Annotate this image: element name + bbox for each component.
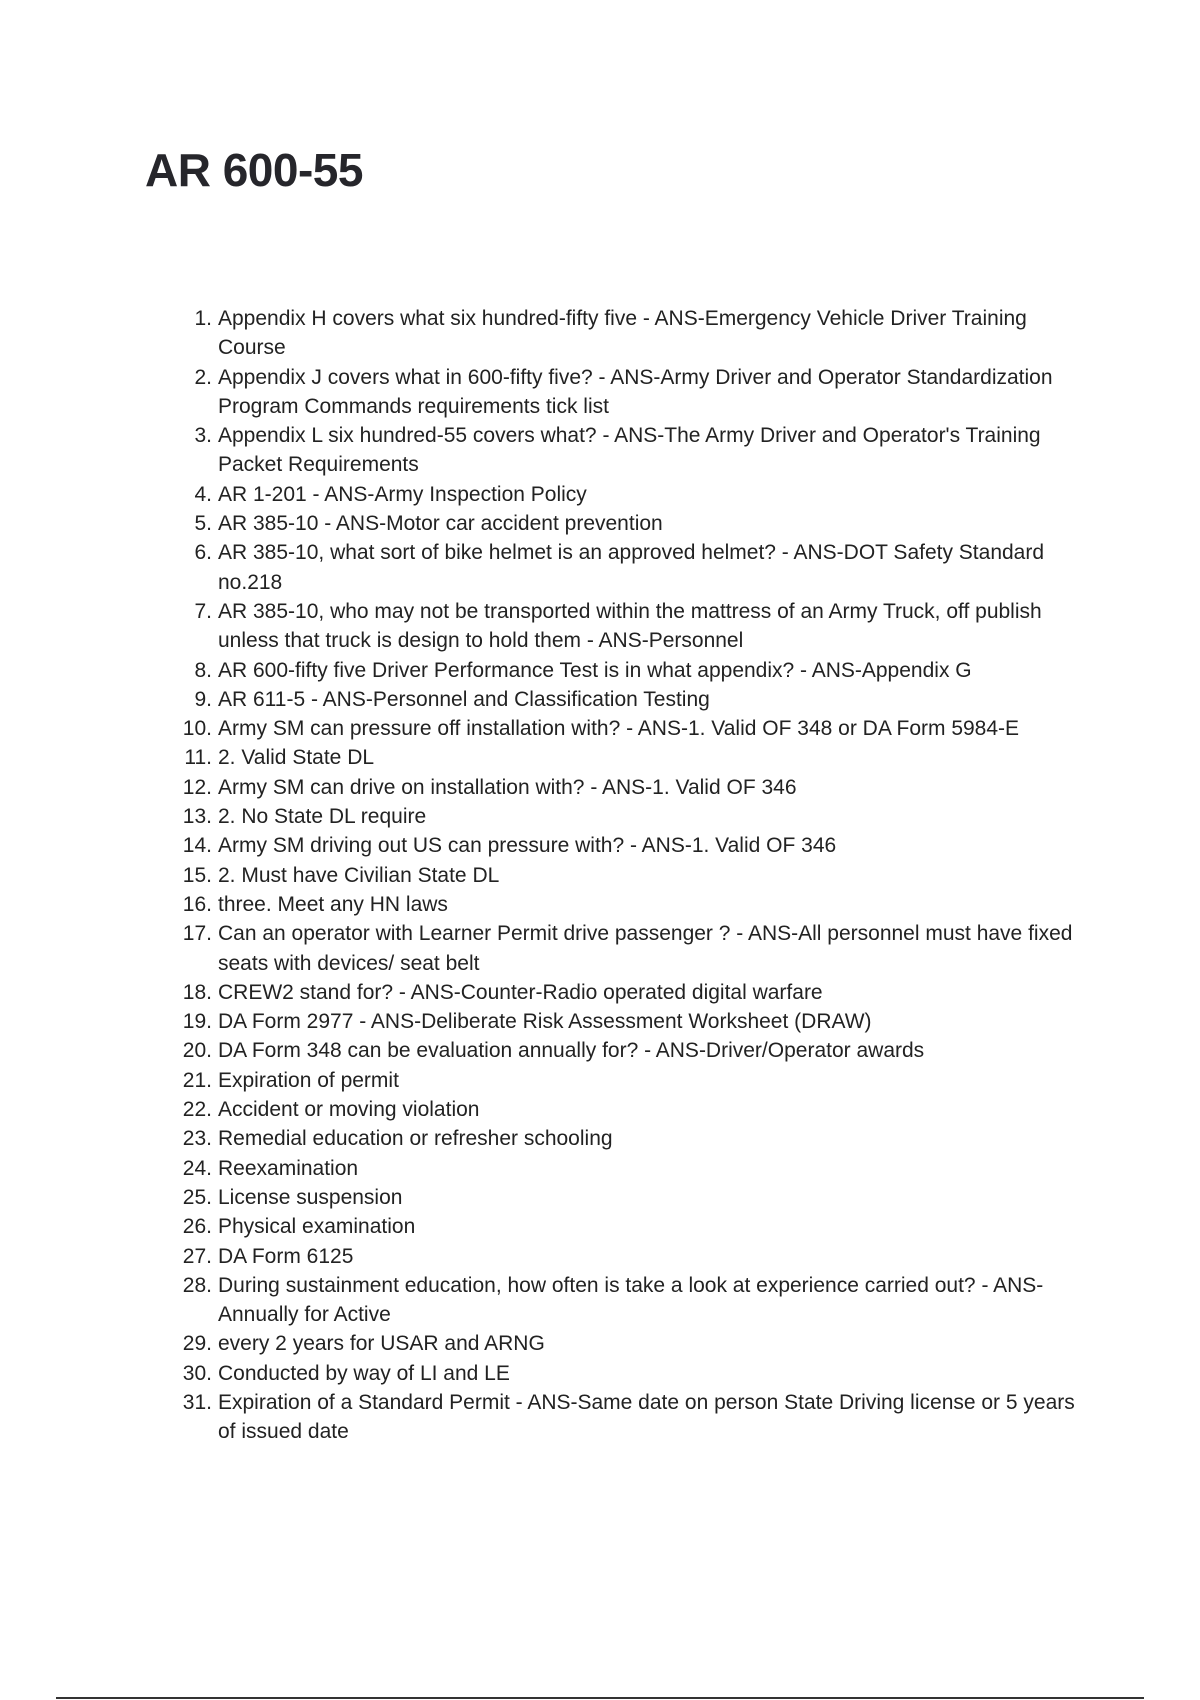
list-item bbox=[182, 978, 1098, 1007]
item-text: Army SM can drive on installation with? - ANS-1. Valid OF 346 bbox=[218, 775, 797, 799]
item-text: Army SM driving out US can pressure with? - ANS-1. Valid OF 346 bbox=[218, 834, 837, 858]
list-item bbox=[182, 1271, 1098, 1330]
item-text: DA Form 2977 - ANS-Deliberate Risk Assessment Worksheet (DRAW) bbox=[218, 1010, 872, 1034]
list-item bbox=[194, 597, 1098, 656]
item-number: 24. bbox=[182, 1156, 212, 1180]
item-number: 30. bbox=[182, 1361, 212, 1385]
item-number: 29. bbox=[182, 1332, 212, 1356]
item-number: 9. bbox=[194, 687, 212, 711]
list-item bbox=[182, 1388, 1098, 1447]
item-text: AR 1-201 - ANS-Army Inspection Policy bbox=[218, 482, 587, 506]
item-text: Reexamination bbox=[218, 1156, 359, 1180]
item-text: Appendix H covers what six hundred-fifty five - ANS-Emergency Vehicle Driver Training Course bbox=[218, 307, 1027, 360]
list-item bbox=[194, 304, 1098, 363]
item-text: AR 385-10, who may not be transported within the mattress of an Army Truck, off publish unless that truck is design to hold them - ANS-Personnel bbox=[218, 599, 1042, 653]
item-number: 28. bbox=[182, 1273, 212, 1297]
list-item bbox=[182, 1066, 1098, 1095]
list-item bbox=[194, 363, 1098, 422]
page-title: AR 600-55 bbox=[145, 144, 363, 196]
item-text: Physical examination bbox=[218, 1215, 416, 1239]
list-item bbox=[182, 919, 1098, 978]
item-text: License suspension bbox=[218, 1185, 403, 1209]
item-number: 14. bbox=[182, 834, 212, 858]
item-number: 2. bbox=[194, 365, 212, 389]
item-number: 7. bbox=[194, 599, 212, 623]
item-number: 31. bbox=[182, 1390, 212, 1414]
item-number: 18. bbox=[182, 980, 212, 1004]
item-text: Appendix L six hundred-55 covers what? - ANS-The Army Driver and Operator's Training Packet Requirements bbox=[218, 424, 1041, 477]
item-text: CREW2 stand for? - ANS-Counter-Radio operated digital warfare bbox=[218, 980, 823, 1004]
item-text: AR 385-10, what sort of bike helmet is an approved helmet? - ANS-DOT Safety Standard no.218 bbox=[218, 541, 1045, 594]
list-item bbox=[182, 1359, 1098, 1388]
item-number: 27. bbox=[182, 1244, 212, 1268]
item-number: 5. bbox=[194, 512, 212, 536]
list-item bbox=[194, 480, 1098, 509]
item-text: 2. No State DL require bbox=[218, 805, 427, 829]
item-number: 25. bbox=[182, 1185, 212, 1209]
item-text: AR 385-10 - ANS-Motor car accident prevention bbox=[218, 512, 663, 536]
item-text: Army SM can pressure off installation with? - ANS-1. Valid OF 348 or DA Form 5984-E bbox=[218, 717, 1020, 741]
list-item bbox=[182, 714, 1098, 743]
question-list bbox=[182, 304, 1098, 1447]
item-number: 22. bbox=[182, 1098, 212, 1122]
item-number: 19. bbox=[182, 1010, 212, 1034]
item-number: 21. bbox=[182, 1068, 212, 1092]
item-number: 12. bbox=[182, 775, 212, 799]
item-text: Can an operator with Learner Permit drive passenger ? - ANS-All personnel must have fixed seats with devices/ seat belt bbox=[218, 922, 1073, 975]
list-item bbox=[182, 1124, 1098, 1153]
item-text: three. Meet any HN laws bbox=[218, 892, 448, 916]
item-text: 2. Must have Civilian State DL bbox=[218, 863, 500, 887]
item-text: During sustainment education, how often is take a look at experience carried out? - ANS-Annually for Active bbox=[218, 1273, 1044, 1327]
list-item bbox=[182, 861, 1098, 890]
item-text: Expiration of permit bbox=[218, 1068, 399, 1092]
list-item bbox=[182, 1183, 1098, 1212]
list-item bbox=[182, 1095, 1098, 1124]
item-text: DA Form 348 can be evaluation annually for? - ANS-Driver/Operator awards bbox=[218, 1039, 925, 1063]
list-item bbox=[182, 802, 1098, 831]
item-text: Appendix J covers what in 600-fifty five? - ANS-Army Driver and Operator Standardization Program Commands requirements tick list bbox=[218, 365, 1053, 418]
list-item bbox=[182, 890, 1098, 919]
item-text: AR 600-fifty five Driver Performance Test is in what appendix? - ANS-Appendix G bbox=[218, 658, 972, 682]
item-number: 15. bbox=[182, 863, 212, 887]
item-number: 13. bbox=[182, 805, 212, 829]
item-text: Remedial education or refresher schooling bbox=[218, 1127, 613, 1151]
item-number: 4. bbox=[194, 482, 212, 506]
item-number: 23. bbox=[182, 1127, 212, 1151]
item-text: Accident or moving violation bbox=[218, 1098, 480, 1122]
footer-divider bbox=[56, 1697, 1144, 1699]
list-item bbox=[182, 831, 1098, 860]
list-item bbox=[194, 538, 1098, 597]
item-number: 10. bbox=[182, 717, 212, 741]
item-text: 2. Valid State DL bbox=[218, 746, 375, 770]
item-number: 11. bbox=[184, 746, 212, 770]
item-number: 17. bbox=[182, 922, 212, 946]
list-item bbox=[194, 656, 1098, 685]
item-text: AR 611-5 - ANS-Personnel and Classification Testing bbox=[218, 687, 710, 711]
list-item bbox=[194, 685, 1098, 714]
list-item bbox=[182, 1242, 1098, 1271]
item-text: every 2 years for USAR and ARNG bbox=[218, 1332, 545, 1356]
item-number: 20. bbox=[182, 1039, 212, 1063]
item-text: Expiration of a Standard Permit - ANS-Same date on person State Driving license or 5 years of issued date bbox=[218, 1390, 1075, 1444]
item-number: 1. bbox=[194, 307, 212, 330]
item-number: 26. bbox=[182, 1215, 212, 1239]
list-item bbox=[182, 1007, 1098, 1036]
item-text: DA Form 6125 bbox=[218, 1244, 354, 1268]
list-item bbox=[184, 743, 1098, 772]
list-item bbox=[182, 1329, 1098, 1358]
list-item bbox=[182, 773, 1098, 802]
list-item bbox=[182, 1212, 1098, 1241]
list-item bbox=[194, 421, 1098, 480]
item-number: 8. bbox=[194, 658, 212, 682]
item-number: 6. bbox=[194, 541, 212, 565]
list-item bbox=[182, 1154, 1098, 1183]
item-number: 3. bbox=[194, 424, 212, 448]
list-item bbox=[194, 509, 1098, 538]
item-text: Conducted by way of LI and LE bbox=[218, 1361, 510, 1385]
list-item bbox=[182, 1036, 1098, 1065]
item-number: 16. bbox=[182, 892, 212, 916]
